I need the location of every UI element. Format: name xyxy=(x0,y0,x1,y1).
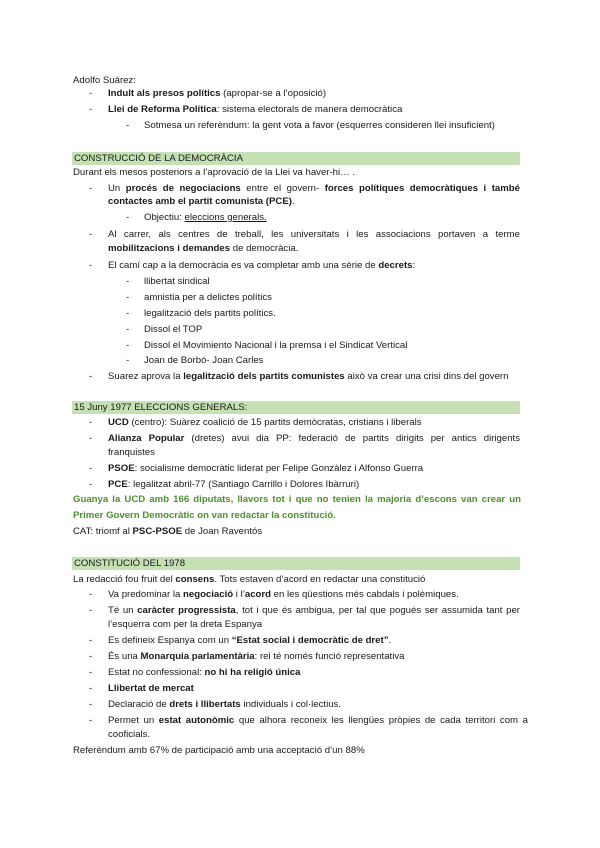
intro-title: Adolfo Suárez: xyxy=(73,75,136,86)
street-line-1: Al carrer, als centres de treball, les universitats i les associacions portaven a terme xyxy=(108,229,520,240)
decret-item: Joan de Borbó- Joan Carles xyxy=(144,355,264,366)
referendum-line: Referèndum amb 67% de participació amb una acceptació d’un 88% xyxy=(73,745,365,756)
bullet-dash: - xyxy=(89,651,93,662)
result-line-1: Guanya la UCD amb 166 diputats, llavors tot i que no tenien la majoria d’escons van crear un xyxy=(73,494,521,505)
bullet-dash: - xyxy=(126,276,130,287)
constitution-point: Estat no confessional: no hi ha religió única xyxy=(108,667,301,678)
constitution-point-cont: l’esquerra com per la dreta Espanya xyxy=(108,619,263,630)
party-pce: PCE: legalitzat abril-77 (Santiago Carrillo i Dolores Ibàrruri) xyxy=(108,479,360,490)
party-ap-line-1: Alianza Popular (dretes) avui dia PP: federació de partits dirigits per antics dirigents xyxy=(108,433,520,444)
cat-result: CAT: triomf al PSC-PSOE de Joan Raventós xyxy=(73,526,263,537)
bullet-dash: - xyxy=(89,667,93,678)
section-heading-band xyxy=(72,152,520,165)
bullet-dash: - xyxy=(89,715,93,726)
bullet-dash: - xyxy=(126,340,130,351)
section-heading-band xyxy=(72,557,520,570)
constitution-point: Va predominar la negociació i l’acord en les qüestions més cabdals i polèmiques. xyxy=(108,589,459,600)
bullet-dash: - xyxy=(89,371,93,382)
bullet-dash: - xyxy=(126,324,130,335)
decret-item: Dissol el Movimiento Nacional i la premsa i el Sindicat Vertical xyxy=(144,340,408,351)
bullet-dash: - xyxy=(89,88,93,99)
constitution-point: Declaració de drets i llibertats individuals i col·lectius. xyxy=(108,699,342,710)
party-ucd: UCD (centro): Suàrez coalició de 15 partits demòcratas, cristians i liberals xyxy=(108,417,422,428)
bullet-dash: - xyxy=(89,479,93,490)
bullet-dash: - xyxy=(89,589,93,600)
bullet-dash: - xyxy=(89,183,93,194)
decret-item: legalització dels partits polítics. xyxy=(144,308,276,319)
constitution-point: Té un caràcter progressista, tot i que és ambigua, per tal que pogués ser assumida tant per xyxy=(108,605,520,616)
constitution-point: Permet un estat autonòmic que alhora reconeix les llengües pròpies de cada territori com a xyxy=(108,715,528,726)
section-heading-band xyxy=(72,401,520,414)
decrets-intro: El camí cap a la democràcia es va completar amb una sèrie de decrets: xyxy=(108,260,416,271)
negotiations-line-1: Un procés de negociacions entre el govern- forces polítiques democràtiques i també xyxy=(108,183,520,194)
legalization-line: Suarez aprova la legalització dels partits comunistes això va crear una crisi dins del govern xyxy=(108,371,509,382)
decret-item: llibertat sindical xyxy=(144,276,210,287)
intro-bullet-1: Indult als presos polítics (apropar-se a l’oposició) xyxy=(108,88,327,99)
section-heading: 15 Juny 1977 ELECCIONS GENERALS: xyxy=(74,402,248,413)
negotiations-line-2: contactes amb el partit comunista (PCE). xyxy=(108,196,295,207)
bullet-dash: - xyxy=(89,699,93,710)
section-heading: CONSTRUCCIÓ DE LA DEMOCRÀCIA xyxy=(74,153,243,164)
intro-bullet-2: Llei de Reforma Política: sistema electorals de manera democràtica xyxy=(108,104,403,115)
bullet-dash: - xyxy=(89,260,93,271)
bullet-dash: - xyxy=(89,229,93,240)
result-line-2: Primer Govern Democràtic on van redactar la constitució. xyxy=(73,510,336,521)
party-ap-line-2: franquistes xyxy=(108,447,155,458)
bullet-dash: - xyxy=(126,355,130,366)
constitution-point-cont: cooficials. xyxy=(108,729,151,740)
decret-item: Dissol el TOP xyxy=(144,324,203,335)
bullet-dash: - xyxy=(126,292,130,303)
constitution-point: Es defineix Espanya com un “Estat social i democràtic de dret”. xyxy=(108,635,392,646)
street-line-2: mobilitzacions i demandes de democràcia. xyxy=(108,243,299,254)
bullet-dash: - xyxy=(126,120,130,131)
constitution-point: Llibertat de mercat xyxy=(108,683,194,694)
bullet-dash: - xyxy=(89,104,93,115)
party-psoe: PSOE: socialisme democràtic liderat per Felipe Gonzàlez i Alfonso Guerra xyxy=(108,463,424,474)
intro-sub-bullet: Sotmesa un referèndum: la gent vota a favor (esquerres consideren llei insuficient) xyxy=(144,120,495,131)
bullet-dash: - xyxy=(89,417,93,428)
bullet-dash: - xyxy=(126,308,130,319)
section-lead: Durant els mesos posteriors a l’aprovació de la Llei va haver-hi… . xyxy=(73,167,356,178)
constitution-point: És una Monarquia parlamentària: rei té només funció representativa xyxy=(108,651,405,662)
bullet-dash: - xyxy=(89,683,93,694)
decret-item: amnistia per a delictes polítics xyxy=(144,292,272,303)
bullet-dash: - xyxy=(89,605,93,616)
section-lead: La redacció fou fruit del consens. Tots estaven d’acord en redactar una constitució xyxy=(73,574,426,585)
bullet-dash: - xyxy=(89,433,93,444)
bullet-dash: - xyxy=(126,212,130,223)
bullet-dash: - xyxy=(89,463,93,474)
objective-line: Objectiu: eleccions generals. xyxy=(144,212,267,223)
section-heading: CONSTITUCIÓ DEL 1978 xyxy=(74,558,186,569)
bullet-dash: - xyxy=(89,635,93,646)
